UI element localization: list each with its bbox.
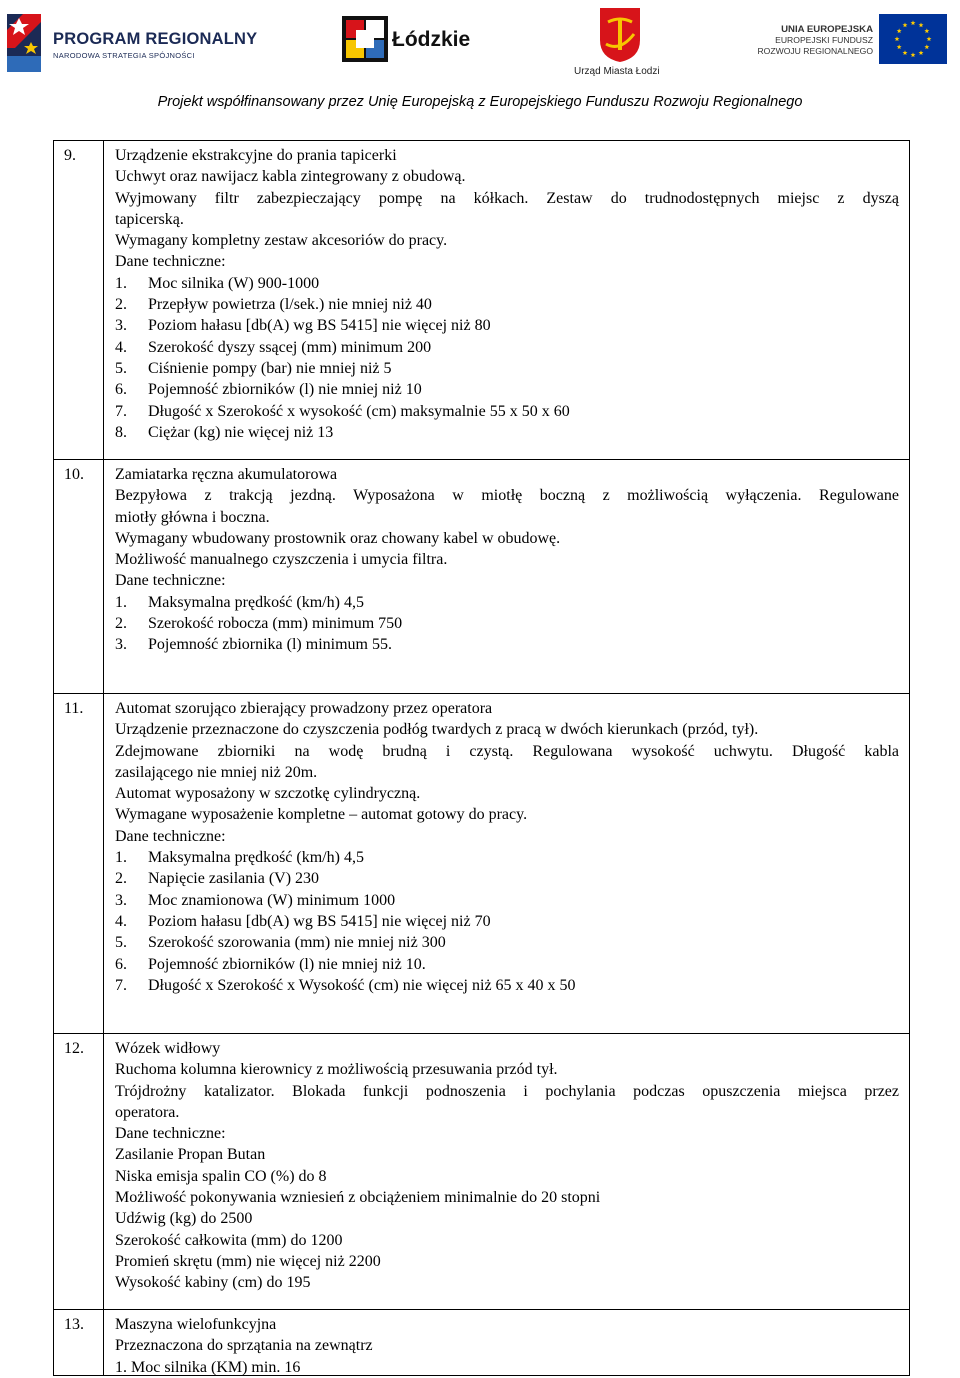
eu-text [755,24,873,57]
equipment-table [53,140,910,1376]
row-content [104,141,909,443]
spec-list [115,273,899,443]
item-dane-label: Dane techniczne: [115,827,226,845]
item-line: Możliwość manualnego czyszczenia i umycia filtra. [115,551,448,569]
item-dane-label: Dane techniczne: [115,253,226,271]
spec-item: 7. Długość x Szerokość x wysokość (cm) maksymalnie 55 x 50 x 60 [115,402,570,420]
spec-item: 1. Moc silnika (W) 900-1000 [115,274,320,292]
item-title: Urządzenie ekstrakcyjne do prania tapicerki [115,147,397,164]
item-line: Urządzenie przeznaczone do czyszczenia podłóg twardych z pracą w dwóch kierunkach (przód, tył). [115,721,759,739]
item-line: Szerokość całkowita (mm) do 1200 [115,1231,343,1249]
table-row [54,1034,909,1310]
eu-logo [755,14,950,70]
item-title: Wózek widłowy [115,1040,221,1057]
row-number: 13. [54,1310,104,1375]
spec-item: 7. Długość x Szerokość x Wysokość (cm) nie więcej niż 65 x 40 x 50 [115,976,576,994]
row-number: 9. [54,141,104,459]
item-line: Niska emisja spalin CO (%) do 8 [115,1167,327,1185]
spec-item: 6. Pojemność zbiorników (l) nie mniej niż 10. [115,955,426,973]
spec-item: 2. Szerokość robocza (mm) minimum 750 [115,615,403,633]
spec-item: 5. Ciśnienie pompy (bar) nie mniej niż 5 [115,359,392,377]
table-row [54,1310,909,1375]
spec-item: 3. Moc znamionowa (W) minimum 1000 [115,891,396,909]
item-line: Możliwość pokonywania wzniesień z obciążeniem minimalnie do 20 stopni [115,1189,601,1207]
spec-item: 3. Poziom hałasu [db(A) wg BS 5415] nie więcej niż 80 [115,317,491,335]
item-title: Automat szorująco zbierający prowadzony przez operatora [115,700,493,717]
row-content [104,460,909,656]
item-title: Zamiatarka ręczna akumulatorowa [115,466,338,483]
item-line: Promień skrętu (mm) nie więcej niż 2200 [115,1252,381,1270]
row-content [104,694,909,996]
item-line: miotły główna i boczna. [115,508,270,526]
eu-line-1: UNIA EUROPEJSKA [781,24,873,35]
page-header [0,0,960,118]
item-line: Wymagany kompletny zestaw akcesoriów do pracy. [115,232,448,250]
spec-item: 4. Poziom hałasu [db(A) wg BS 5415] nie więcej niż 70 [115,912,491,930]
item-line: Przeznaczona do sprzątania na zewnątrz [115,1337,373,1355]
row-number: 10. [54,460,104,693]
item-line: Wymagane wyposażenie kompletne – automat gotowy do pracy. [115,806,528,824]
spec-item: 2. Przepływ powietrza (l/sek.) nie mniej niż 40 [115,296,432,314]
spec-item: 2. Napięcie zasilania (V) 230 [115,870,320,888]
item-line: Trójdrożny katalizator. Blokada funkcji podnoszenia i pochylania podczas opuszczenia miejsca przez [115,1082,899,1100]
item-line: Uchwyt oraz nawijacz kabla zintegrowany z obudową. [115,168,466,186]
lodzkie-emblem-icon [342,16,388,62]
eu-flag-icon [879,14,947,64]
table-row [54,460,909,694]
item-line: 1. Moc silnika (KM) min. 16 [115,1358,301,1376]
eu-line-2: EUROPEJSKI FUNDUSZ [775,35,873,45]
item-dane-label: Dane techniczne: [115,572,226,590]
item-line: Wyjmowany filtr zabezpieczający pompę na kółkach. Zestaw do trudnodostępnych miejsc z dyszą [115,189,899,207]
item-line: Bezpyłowa z trakcją jezdną. Wyposażona w miotłę boczną z możliwością wyłączenia. Regulowane [115,487,899,505]
spec-list [115,592,899,656]
spec-item: 5. Szerokość szorowania (mm) nie mniej niż 300 [115,934,446,952]
program-regionalny-logo [5,12,258,74]
program-regionalny-title: PROGRAM REGIONALNY [53,30,258,48]
item-line: Ruchoma kolumna kierownicy z możliwością przesuwania przód tył. [115,1061,558,1079]
spec-item: 4. Szerokość dyszy ssącej (mm) minimum 200 [115,338,432,356]
item-line: Zasilanie Propan Butan [115,1146,266,1164]
spec-item: 6. Pojemność zbiorników (l) nie mniej niż 10 [115,381,422,399]
eu-line-3: ROZWOJU REGIONALNEGO [757,46,873,56]
table-row [54,694,909,1034]
row-content [104,1034,909,1294]
item-line: tapicerską. [115,210,184,228]
item-line: Wymagany wbudowany prostownik oraz chowany kabel w obudowę. [115,529,561,547]
item-line: Wysokość kabiny (cm) do 195 [115,1274,311,1292]
spec-item: 8. Ciężar (kg) nie więcej niż 13 [115,423,334,441]
program-regionalny-subtitle: NARODOWA STRATEGIA SPÓJNOŚCI [53,51,195,60]
row-content [104,1310,909,1378]
item-dane-label: Dane techniczne: [115,1125,226,1143]
lodzkie-logo [342,16,471,68]
spec-item: 1. Maksymalna prędkość (km/h) 4,5 [115,849,364,867]
spec-item: 3. Pojemność zbiornika (l) minimum 55. [115,636,392,654]
urzad-miasta-lodzi-logo [570,4,670,82]
program-regionalny-emblem-icon [5,12,51,74]
item-line: operatora. [115,1103,180,1121]
item-line: Zdejmowane zbiorniki na wodę brudną i czystą. Regulowana wysokość uchwytu. Długość kabla [115,742,899,760]
spec-item: 1. Maksymalna prędkość (km/h) 4,5 [115,593,364,611]
item-line: Udźwig (kg) do 2500 [115,1210,253,1228]
row-number: 12. [54,1034,104,1309]
urzad-miasta-lodzi-title: Urząd Miasta Łodzi [574,66,660,77]
spec-list [115,847,899,996]
row-number: 11. [54,694,104,1033]
lodz-coat-of-arms-icon [570,4,670,64]
item-line: Automat wyposażony w szczotkę cylindryczną. [115,785,421,803]
table-row [54,141,909,460]
cofinancing-caption: Projekt współfinansowany przez Unię Europejską z Europejskiego Funduszu Rozwoju Regionalnego [157,94,803,110]
item-line: zasilającego nie mniej niż 20m. [115,763,318,781]
lodzkie-title: Łódzkie [392,28,471,51]
item-title: Maszyna wielofunkcyjna [115,1316,277,1333]
